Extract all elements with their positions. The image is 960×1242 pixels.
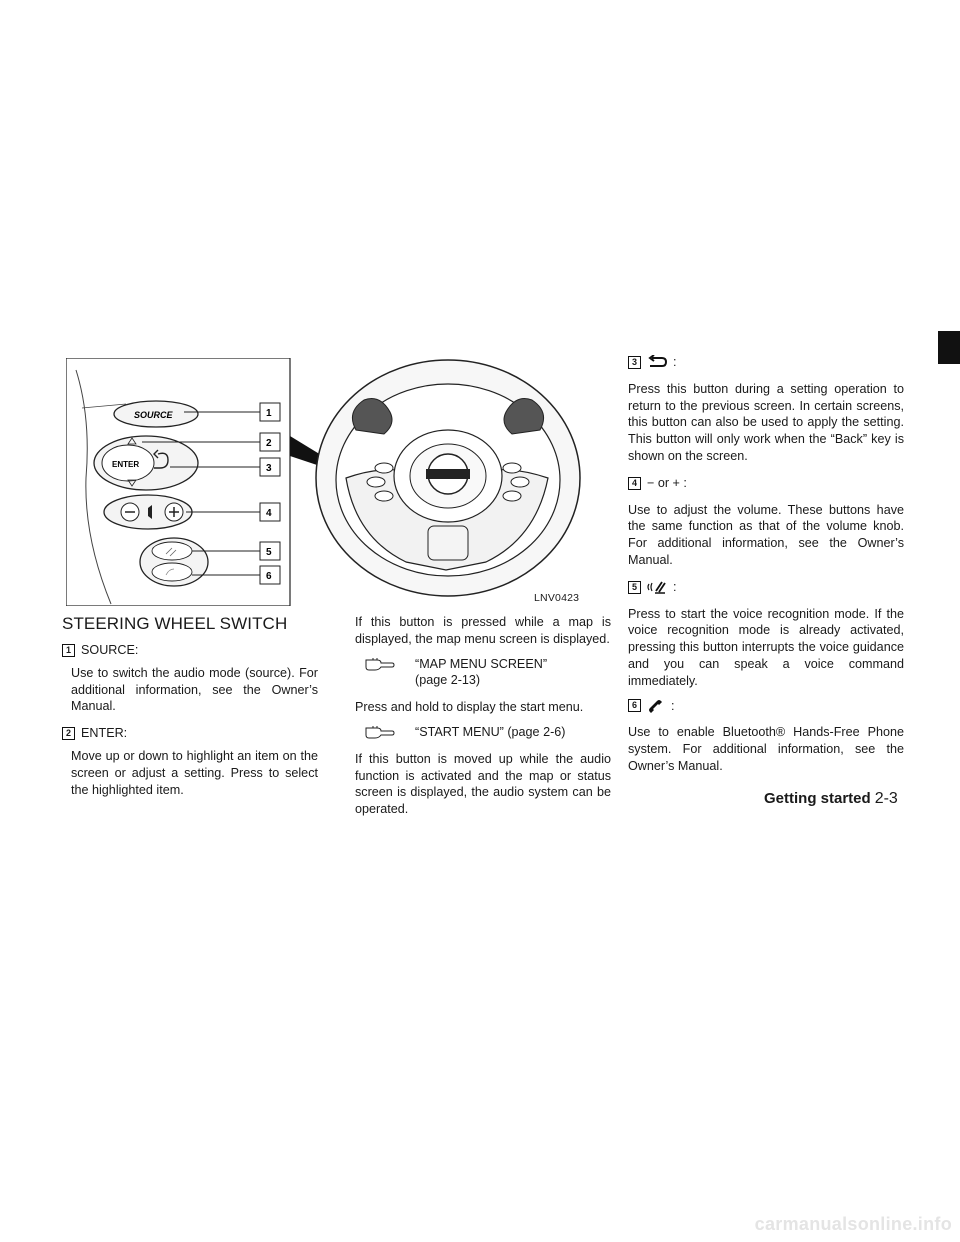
source-button-drawing bbox=[114, 401, 198, 427]
section-tab-marker bbox=[938, 331, 960, 364]
start-menu-reference bbox=[355, 724, 611, 741]
footer-section-title: Getting started bbox=[764, 790, 871, 807]
item-2-header bbox=[62, 725, 318, 742]
middle-column bbox=[355, 614, 611, 818]
callout-6: 6 bbox=[266, 571, 272, 582]
map-menu-reference-title: “MAP MENU SCREEN” bbox=[415, 656, 548, 671]
right-column bbox=[628, 354, 904, 775]
item-4-description: Use to adjust the volume. These buttons have the same function as that of the volume knob. For additional information, see the Owner’s Manual. bbox=[628, 502, 904, 567]
enter-button-drawing bbox=[94, 436, 198, 490]
item-3-label: : bbox=[673, 355, 677, 369]
item-6-description: Use to enable Bluetooth® Hands-Free Phone system. For additional information, see the Owner’s Manual. bbox=[628, 725, 904, 773]
left-column bbox=[62, 642, 318, 798]
map-menu-reference-page: (page 2-13) bbox=[415, 673, 481, 688]
item-2-description: Move up or down to highlight an item on the screen or adjust a setting. Press to select the highlighted item. bbox=[71, 748, 318, 797]
source-label: SOURCE bbox=[134, 410, 173, 420]
voice-phone-button-drawing bbox=[140, 538, 208, 586]
phone-icon bbox=[647, 698, 665, 714]
page-footer bbox=[764, 790, 898, 808]
back-arrow-icon bbox=[647, 355, 667, 369]
watermark: carmanualsonline.info bbox=[754, 1214, 952, 1234]
map-menu-reference bbox=[355, 656, 611, 690]
item-6-number: 6 bbox=[628, 699, 641, 712]
item-4-label: − or + : bbox=[647, 475, 687, 490]
item-6-header bbox=[628, 698, 904, 715]
callout-2: 2 bbox=[266, 438, 272, 449]
map-press-paragraph: If this button is pressed while a map is displayed, the map menu screen is displayed. bbox=[355, 615, 611, 646]
figure-id: LNV0423 bbox=[534, 592, 580, 604]
item-4-number: 4 bbox=[628, 477, 641, 490]
callout-4: 4 bbox=[266, 508, 272, 519]
steering-wheel-figure bbox=[66, 358, 604, 606]
hold-paragraph: Press and hold to display the start menu. bbox=[355, 700, 584, 715]
steering-wheel-drawing bbox=[316, 360, 580, 596]
volume-button-drawing bbox=[104, 495, 192, 529]
enter-label: ENTER bbox=[112, 460, 140, 469]
callout-3: 3 bbox=[266, 463, 272, 474]
callout-1: 1 bbox=[266, 408, 272, 419]
item-3-number: 3 bbox=[628, 356, 641, 369]
item-3-header bbox=[628, 354, 904, 371]
page-number: 2-3 bbox=[874, 790, 898, 807]
item-1-number: 1 bbox=[62, 644, 75, 657]
item-2-label: ENTER: bbox=[81, 726, 128, 741]
item-6-label: : bbox=[671, 698, 675, 713]
item-1-description: Use to switch the audio mode (source). For additional information, see the Owner’s Manual. bbox=[71, 665, 318, 714]
item-5-header bbox=[628, 579, 904, 596]
item-3-description: Press this button during a setting operation to return to the previous screen. In certain screens, this button can also be used to apply the setting. This button will only work when the “Back” key is shown on the screen. bbox=[628, 381, 904, 463]
item-1-header bbox=[62, 642, 318, 659]
item-2-number: 2 bbox=[62, 727, 75, 740]
item-5-label: : bbox=[673, 579, 677, 594]
callout-5: 5 bbox=[266, 547, 272, 558]
page-reference-hand-icon bbox=[365, 657, 395, 671]
voice-talk-icon bbox=[647, 579, 667, 595]
section-title: STEERING WHEEL SWITCH bbox=[62, 614, 288, 633]
item-5-description: Press to start the voice recognition mode. If the voice recognition mode is already activated, pressing this button interrupts the voice guidance and you can speak a voice command immediately. bbox=[628, 606, 904, 688]
item-4-header bbox=[628, 475, 904, 492]
start-menu-reference-text: “START MENU” (page 2-6) bbox=[415, 724, 566, 739]
item-5-number: 5 bbox=[628, 581, 641, 594]
item-1-label: SOURCE: bbox=[81, 643, 139, 657]
audio-operation-paragraph: If this button is moved up while the audio function is activated and the map or status screen is displayed, the audio system can be operated. bbox=[355, 751, 611, 817]
page-reference-hand-icon bbox=[365, 725, 395, 739]
